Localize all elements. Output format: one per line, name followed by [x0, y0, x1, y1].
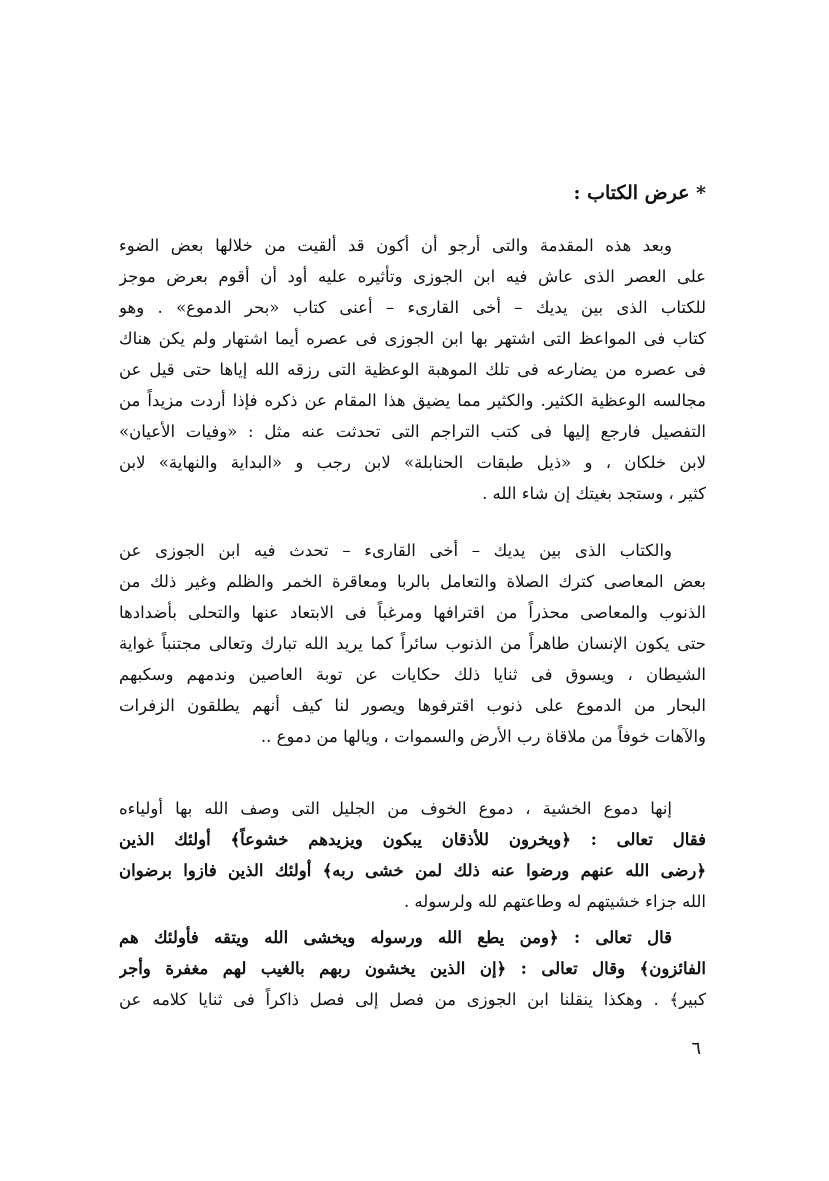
text-line: والآهات خوفاً من ملاقاة رب الأرض والسموات ، ويالها من دموع .. [260, 727, 706, 746]
quran-verse-line: ﴿رضى الله عنهم ورضوا عنه ذلك لمن خشى ربه﴾ أولئك الذين فازوا برضوان [119, 861, 706, 880]
text-line: حتى يكون الإنسان طاهراً من الذنوب سائراً كما يريد الله تبارك وتعالى مجتنباً غواية [119, 634, 706, 653]
section-heading: * عرض الكتاب : [573, 182, 706, 204]
text-line: كتاب فى المواعظ التى اشتهر بها ابن الجوزى فى عصره أيما اشتهار ولم يكن هناك [119, 329, 706, 348]
paragraph-book-content [119, 535, 706, 752]
text-line: بعض المعاصى كترك الصلاة والتعامل بالربا ومعاقرة الخمر والظلم وغير ذلك من [119, 572, 706, 591]
paragraph-tears-of-fear [119, 793, 706, 917]
paragraph-verses [119, 922, 706, 1015]
text-line: وبعد هذه المقدمة والتى أرجو أن أكون قد ألقيت من خلالها بعض الضوء [119, 236, 672, 255]
text-line: فى عصره من يضارعه فى تلك الموهبة الوعظية التى رزقه الله إياها حتى قيل عن [119, 360, 706, 379]
text-line: الله جزاء خشيتهم له وطاعتهم لله ولرسوله . [403, 892, 706, 911]
text-line: على العصر الذى عاش فيه ابن الجوزى وتأثيره عليه أود أن أقوم بعرض موجز [119, 267, 706, 286]
quran-verse-line: قال تعالى : ﴿ومن يطع الله ورسوله ويخشى الله ويتقه فأولئك هم [119, 928, 672, 947]
text-line: كبير﴾ . وهكذا ينقلنا ابن الجوزى من فصل إلى فصل ذاكراً فى ثنايا كلامه عن [119, 990, 706, 1009]
text-line: التفصيل فارجع إليها فى كتب التراجم التى تحدثت عنه مثل : «وفيات الأعيان» [119, 422, 706, 441]
text-line: مجالسه الوعظية الكثير. والكثير مما يضيق هذا المقام عن ذكره فإذا أردت مزيداً من [119, 391, 706, 410]
page-number: ٦ [691, 1038, 701, 1059]
text-line: البحار من الدموع على ذنوب اقترفوها ويصور لنا كيف أنهم يطلقون الزفرات [119, 696, 706, 715]
paragraph-book-intro [119, 230, 706, 509]
quran-verse-line: الفائزون﴾ وقال تعالى : ﴿إن الذين يخشون ربهم بالغيب لهم مغفرة وأجر [119, 959, 706, 978]
text-line: كثير ، وستجد بغيتك إن شاء الله . [482, 484, 706, 503]
text-line: الشيطان ، ويسوق فى ثنايا ذلك حكايات عن توبة العاصين وندمهم وسكبهم [119, 665, 706, 684]
text-line: الذنوب والمعاصى محذراً من اقترافها ومرغباً فى الابتعاد عنها والتحلى بأضدادها [119, 603, 706, 622]
text-line: لابن خلكان ، و «ذيل طبقات الحنابلة» لابن رجب و «البداية والنهاية» لابن [119, 453, 706, 472]
text-line: والكتاب الذى بين يديك – أخى القارىء – تحدث فيه ابن الجوزى عن [119, 541, 672, 560]
quran-verse-line: فقال تعالى : ﴿ويخرون للأذقان يبكون ويزيدهم خشوعاً﴾ أولئك الذين [119, 830, 706, 849]
text-line: إنها دموع الخشية ، دموع الخوف من الجليل التى وصف الله بها أولياءه [119, 799, 672, 818]
text-line: للكتاب الذى بين يديك – أخى القارىء – أعنى كتاب «بحر الدموع» . وهو [119, 298, 706, 317]
